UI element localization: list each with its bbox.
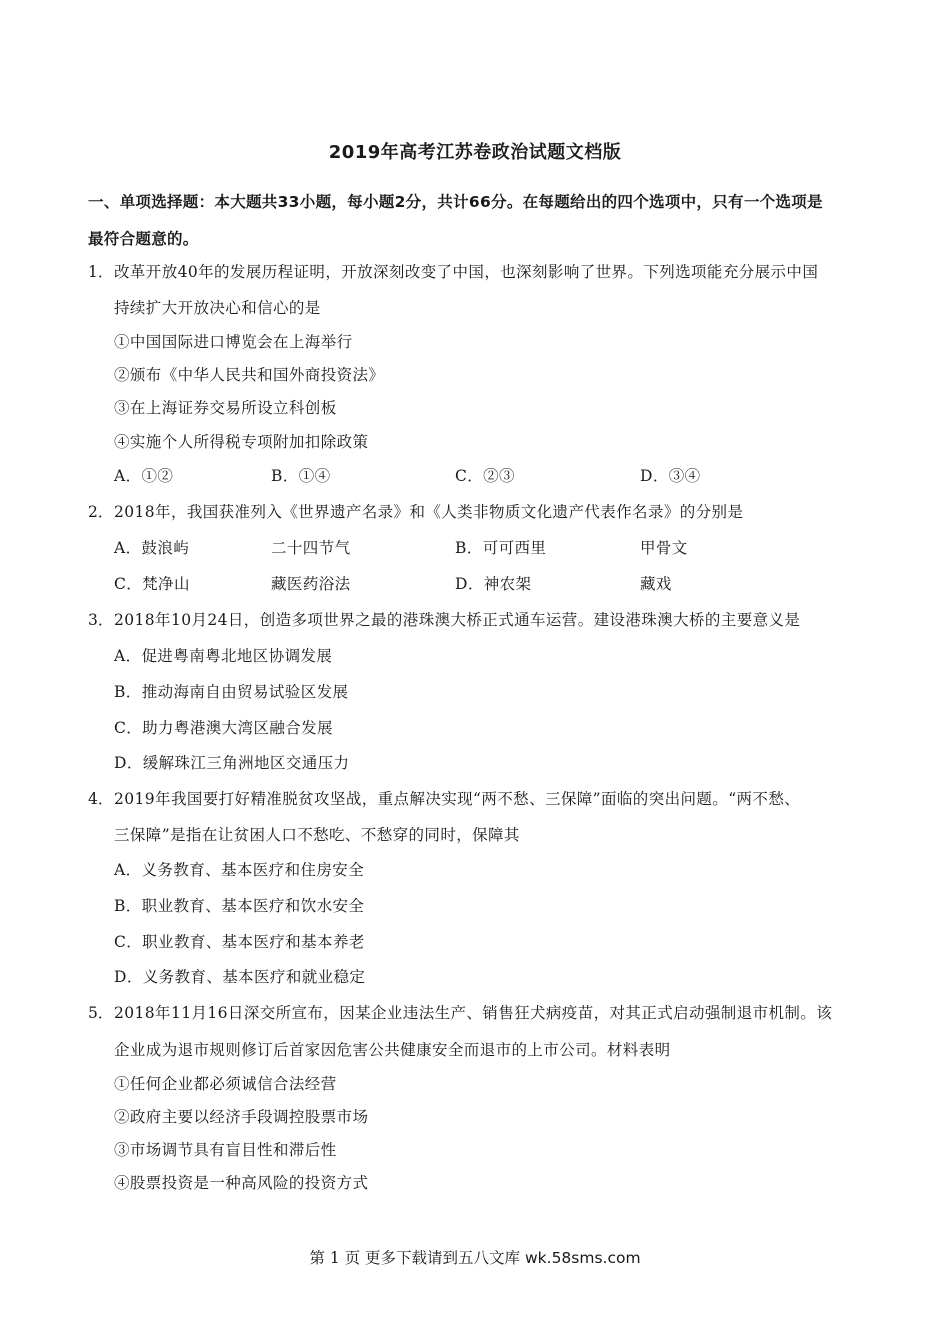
answer-option-detail: 二十四节气 bbox=[271, 539, 351, 557]
answer-option: C．②③ bbox=[455, 467, 515, 485]
answer-option: D．神农架 bbox=[455, 575, 532, 593]
question-number: 5． bbox=[88, 1004, 114, 1022]
answer-option: A．义务教育、基本医疗和住房安全 bbox=[114, 861, 365, 879]
question-number: 1． bbox=[88, 263, 114, 281]
statement-item: ②颁布《中华人民共和国外商投资法》 bbox=[114, 366, 385, 384]
question-stem: 持续扩大开放决心和信心的是 bbox=[114, 299, 321, 317]
statement-item: ②政府主要以经济手段调控股票市场 bbox=[114, 1108, 369, 1126]
answer-option: A．促进粤南粤北地区协调发展 bbox=[114, 647, 333, 665]
answer-option: D．缓解珠江三角洲地区交通压力 bbox=[114, 754, 350, 772]
answer-option: C．助力粤港澳大湾区融合发展 bbox=[114, 719, 333, 737]
statement-item: ④股票投资是一种高风险的投资方式 bbox=[114, 1174, 369, 1192]
question-number: 4． bbox=[88, 790, 114, 808]
section-heading-line1: 一、单项选择题：本大题共33小题，每小题2分，共计66分。在每题给出的四个选项中，只有一个选项是 bbox=[88, 193, 823, 211]
statement-item: ③在上海证券交易所设立科创板 bbox=[114, 399, 337, 417]
question-stem: 改革开放40年的发展历程证明，开放深刻改变了中国，也深刻影响了世界。下列选项能充分展示中国 bbox=[114, 263, 819, 281]
question-number: 3． bbox=[88, 611, 114, 629]
statement-item: ④实施个人所得税专项附加扣除政策 bbox=[114, 433, 369, 451]
answer-option: A．①② bbox=[114, 467, 174, 485]
question-stem: 2018年10月24日，创造多项世界之最的港珠澳大桥正式通车运营。建设港珠澳大桥的主要意义是 bbox=[114, 611, 801, 629]
answer-option: A．鼓浪屿 bbox=[114, 539, 190, 557]
section-heading-line2: 最符合题意的。 bbox=[88, 230, 199, 248]
question-stem: 2018年，我国获准列入《世界遗产名录》和《人类非物质文化遗产代表作名录》的分别是 bbox=[114, 503, 744, 521]
question-number: 2． bbox=[88, 503, 114, 521]
page-title: 2019年高考江苏卷政治试题文档版 bbox=[328, 142, 622, 163]
answer-option: B．推动海南自由贸易试验区发展 bbox=[114, 683, 349, 701]
page-footer bbox=[0, 1246, 950, 1268]
statement-item: ①任何企业都必须诚信合法经营 bbox=[114, 1075, 337, 1093]
question-stem: 三保障”是指在让贫困人口不愁吃、不愁穿的同时，保障其 bbox=[114, 826, 520, 844]
answer-option-detail: 藏戏 bbox=[640, 575, 672, 593]
question-stem: 2018年11月16日深交所宣布，因某企业违法生产、销售狂犬病疫苗，对其正式启动强制退市机制。该 bbox=[114, 1004, 833, 1022]
question-stem: 企业成为退市规则修订后首家因危害公共健康安全而退市的上市公司。材料表明 bbox=[114, 1041, 671, 1059]
answer-option: B．职业教育、基本医疗和饮水安全 bbox=[114, 897, 365, 915]
answer-option: B．可可西里 bbox=[455, 539, 547, 557]
answer-option: B．①④ bbox=[271, 467, 331, 485]
footer-text: 第 1 页 更多下载请到五八文库 bbox=[309, 1249, 525, 1267]
answer-option: C．梵净山 bbox=[114, 575, 190, 593]
answer-option: D．③④ bbox=[640, 467, 701, 485]
question-stem: 2019年我国要打好精准脱贫攻坚战，重点解决实现“两不愁、三保障”面临的突出问题。“两不愁、 bbox=[114, 790, 801, 808]
statement-item: ③市场调节具有盲目性和滞后性 bbox=[114, 1141, 337, 1159]
answer-option-detail: 藏医药浴法 bbox=[271, 575, 351, 593]
answer-option: C．职业教育、基本医疗和基本养老 bbox=[114, 933, 365, 951]
answer-option: D．义务教育、基本医疗和就业稳定 bbox=[114, 968, 366, 986]
statement-item: ①中国国际进口博览会在上海举行 bbox=[114, 333, 353, 351]
answer-option-detail: 甲骨文 bbox=[640, 539, 688, 557]
footer-site-link[interactable]: wk.58sms.com bbox=[524, 1249, 641, 1267]
